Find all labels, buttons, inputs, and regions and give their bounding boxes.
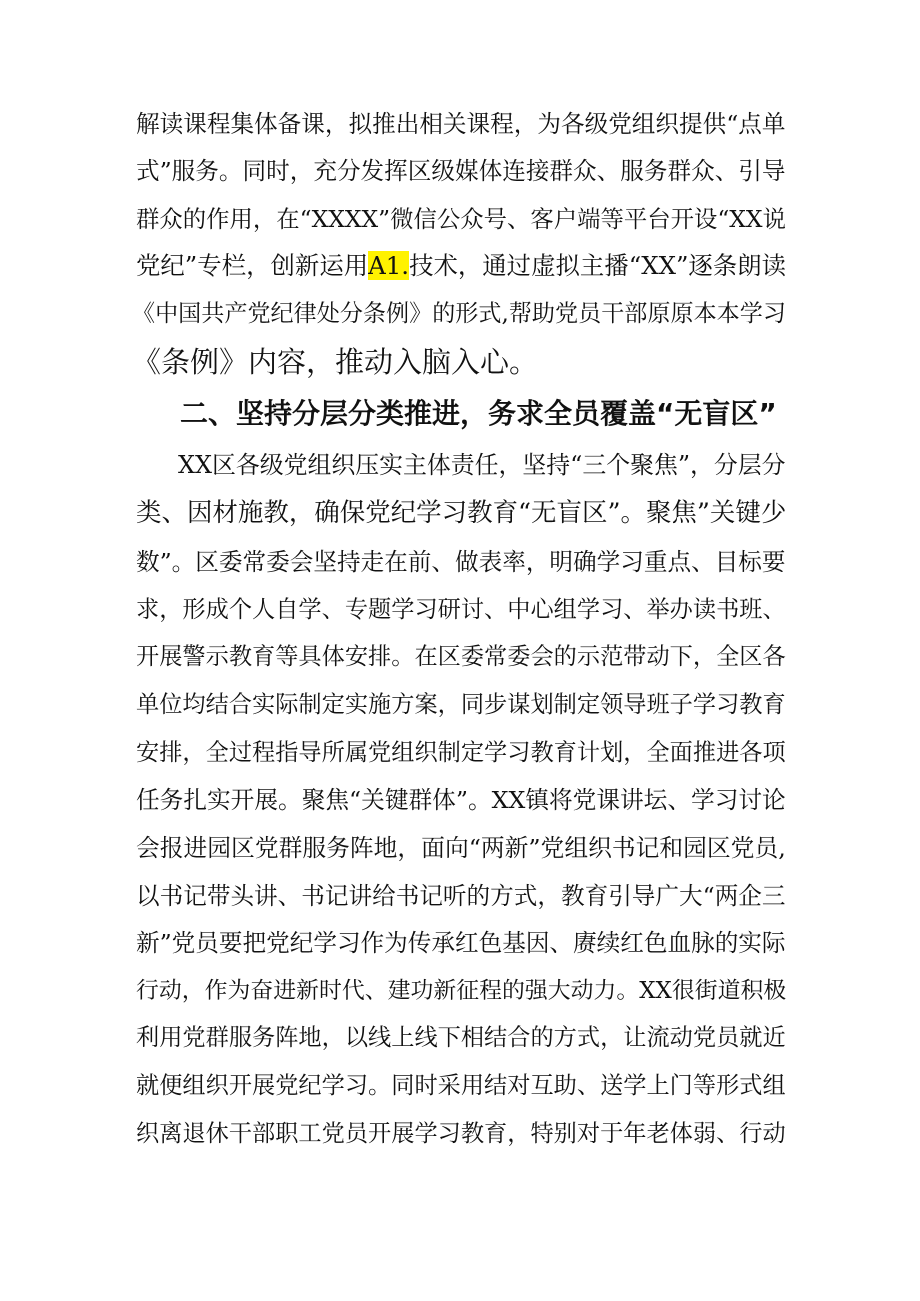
body-line-10: 数”。区委常委会坚持走在前、做表率，明确学习重点、目标要 — [136, 548, 786, 576]
paragraph-first-line: XX区各级党组织压实主体责任，坚持“三个聚焦”，分层分 — [178, 451, 786, 479]
body-line-19: 行动，作为奋进新时代、建功新征程的强大动力。XX很街道积极 — [136, 978, 787, 1004]
body-line-14: 安排，全过程指导所属党组织制定学习教育计划，全面推进各项 — [136, 739, 786, 766]
body-line-15: 任务扎实开展。聚焦“关键群体”。XX镇将党课讲坛、学习讨论 — [136, 786, 786, 814]
body-line-1: 解读课程集体备课，拟推出相关课程，为各级党组织提供“点单 — [136, 110, 786, 138]
body-line-4 — [136, 246, 786, 286]
highlighted-term: A1. — [368, 251, 410, 280]
body-line-6: 《条例》内容，推动入脑入心。 — [132, 345, 539, 379]
body-line-22: 织离退休干部职工党员开展学习教育，特别对于年老体弱、行动 — [136, 1120, 786, 1147]
body-line-5: 《中国共产党纪律处分条例》的形式,帮助党员干部原原本本学习 — [132, 301, 786, 327]
body-line-9: 类、因材施教，确保党纪学习教育“无盲区”。聚焦”关键少 — [136, 498, 787, 528]
body-line-2: 式”服务。同时，充分发挥区级媒体连接群众、服务群众、引导 — [136, 157, 786, 185]
section-heading: 二、坚持分层分类推进，务求全员覆盖“无盲区” — [180, 397, 777, 430]
body-line-13: 单位均结合实际制定实施方案，同步谋划制定领导班子学习教育 — [136, 691, 786, 718]
body-line-18: 新”党员要把党纪学习作为传承红色基因、赓续红色血脉的实际 — [136, 929, 786, 957]
body-line-12: 开展警示教育等具体安排。在区委常委会的示范带动下，全区各 — [136, 643, 786, 670]
body-line-3: 群众的作用，在“XXXX”微信公众号、客户端等平台开设“XX说 — [136, 205, 786, 233]
body-line-17: 以书记带头讲、书记讲给书记听的方式，教育引导广大“两企三 — [136, 882, 786, 910]
line-4-text-after: 技术，通过虚拟主播“XX”逐条朗读 — [409, 251, 787, 280]
body-line-11: 求，形成个人自学、专题学习研讨、中心组学习、举办读书班、 — [136, 596, 786, 623]
body-line-21: 就便组织开展党纪学习。同时采用结对互助、送学上门等形式组 — [136, 1072, 786, 1099]
body-line-16: 会报进园区党群服务阵地，面向“两新”党组织书记和园区党员, — [136, 834, 786, 862]
body-line-20: 利用党群服务阵地，以线上线下相结合的方式，让流动党员就近 — [136, 1024, 786, 1051]
line-4-text-before: 党纪”专栏，创新运用 — [136, 251, 369, 280]
